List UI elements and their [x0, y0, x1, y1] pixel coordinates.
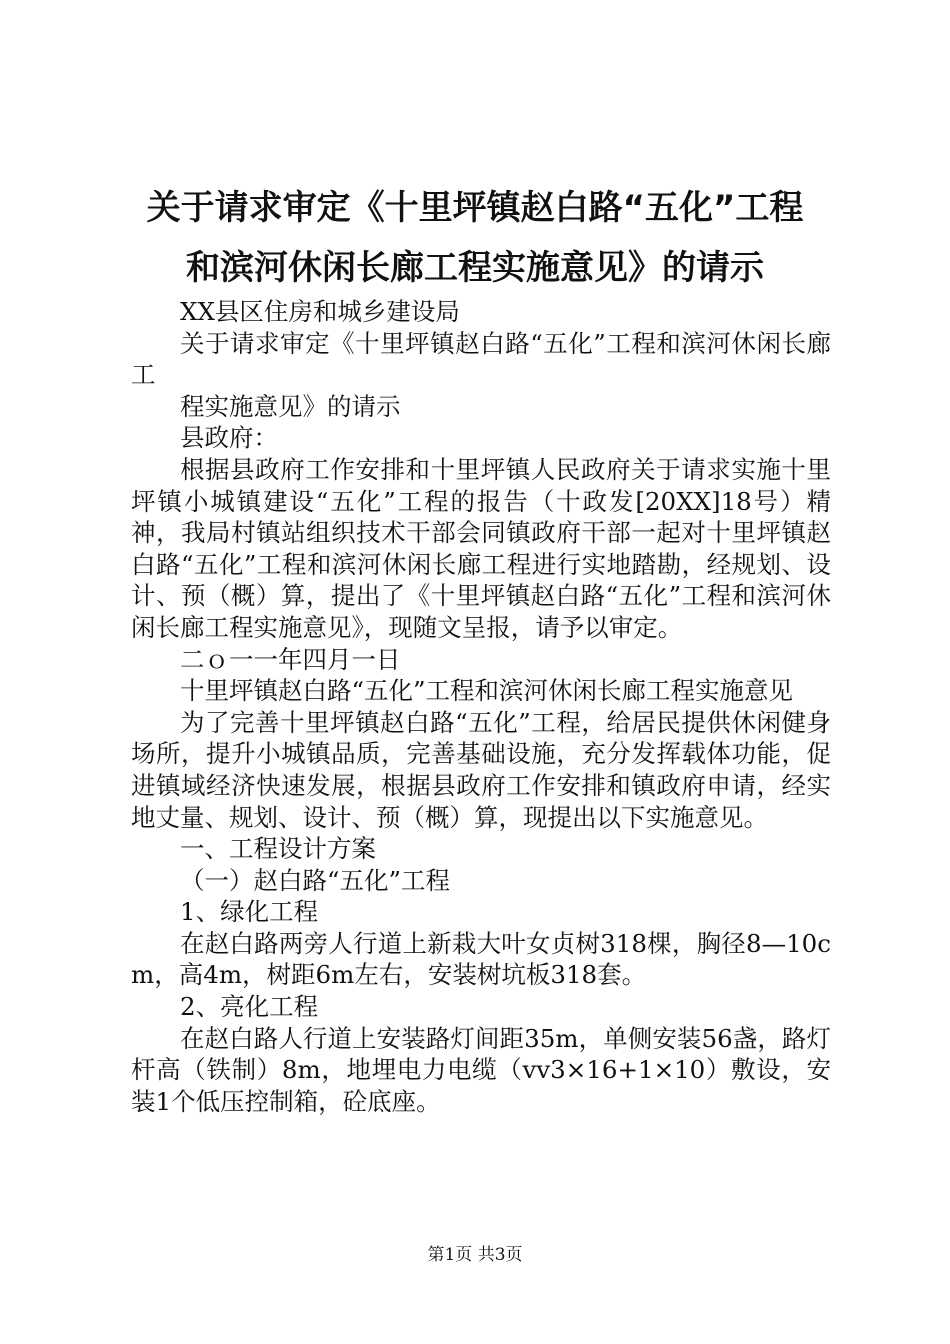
attachment-title: 十里坪镇赵白路“五化”工程和滨河休闲长廊工程实施意见: [180, 676, 794, 706]
request-paragraph: 根据县政府工作安排和十里坪镇人民政府关于请求实施十里坪镇小城镇建设“五化”工程的报告（十政发[20XX]18号）精神，我局村镇站组织技术干部会同镇政府干部一起对十里坪镇赵白路“五化”工程和滨河休闲长廊工程进行实地踏勘，经规划、设计、预（概）算，提出了《十里坪镇赵白路“五化”工程和滨河休闲长廊工程实施意见》，现随文呈报，请予以审定。: [131, 454, 831, 642]
subsection-heading: （一）赵白路“五化”工程: [180, 865, 451, 895]
document-title-line-2: 和滨河休闲长廊工程实施意见》的请示: [186, 248, 764, 288]
document-body: [131, 296, 831, 1117]
lighting-paragraph: 在赵白路人行道上安装路灯间距35m，单侧安装56盏，路灯杆高（铁制）8m，地埋电力电缆（vv3×16+1×10）敷设，安装1个低压控制箱，砼底座。: [131, 1023, 831, 1116]
subject-line-1: 关于请求审定《十里坪镇赵白路“五化”工程和滨河休闲长廊工: [131, 328, 831, 390]
page-footer: 第1页 共3页: [427, 1245, 523, 1265]
date-line: 二ｏ一一年四月一日: [180, 644, 401, 674]
greening-paragraph: 在赵白路两旁人行道上新栽大叶女贞树318棵，胸径8—10cm，高4m，树距6m左右，安装树坑板318套。: [131, 928, 831, 990]
issuing-department: XX县区住房和城乡建设局: [180, 297, 460, 326]
document-title-line-1: 关于请求审定《十里坪镇赵白路“五化”工程: [146, 188, 804, 228]
purpose-paragraph: 为了完善十里坪镇赵白路“五化”工程，给居民提供休闲健身场所，提升小城镇品质，完善基础设施，充分发挥载体功能，促进镇域经济快速发展，根据县政府工作安排和镇政府申请，经实地丈量、规划、设计、预（概）算，现提出以下实施意见。: [131, 707, 831, 832]
item-heading-lighting: 2、亮化工程: [180, 992, 319, 1022]
subject-line-2: 程实施意见》的请示: [180, 391, 401, 421]
section-heading: 一、工程设计方案: [180, 834, 376, 864]
salutation: 县政府：: [180, 423, 278, 453]
item-heading-greening: 1、绿化工程: [180, 897, 319, 927]
